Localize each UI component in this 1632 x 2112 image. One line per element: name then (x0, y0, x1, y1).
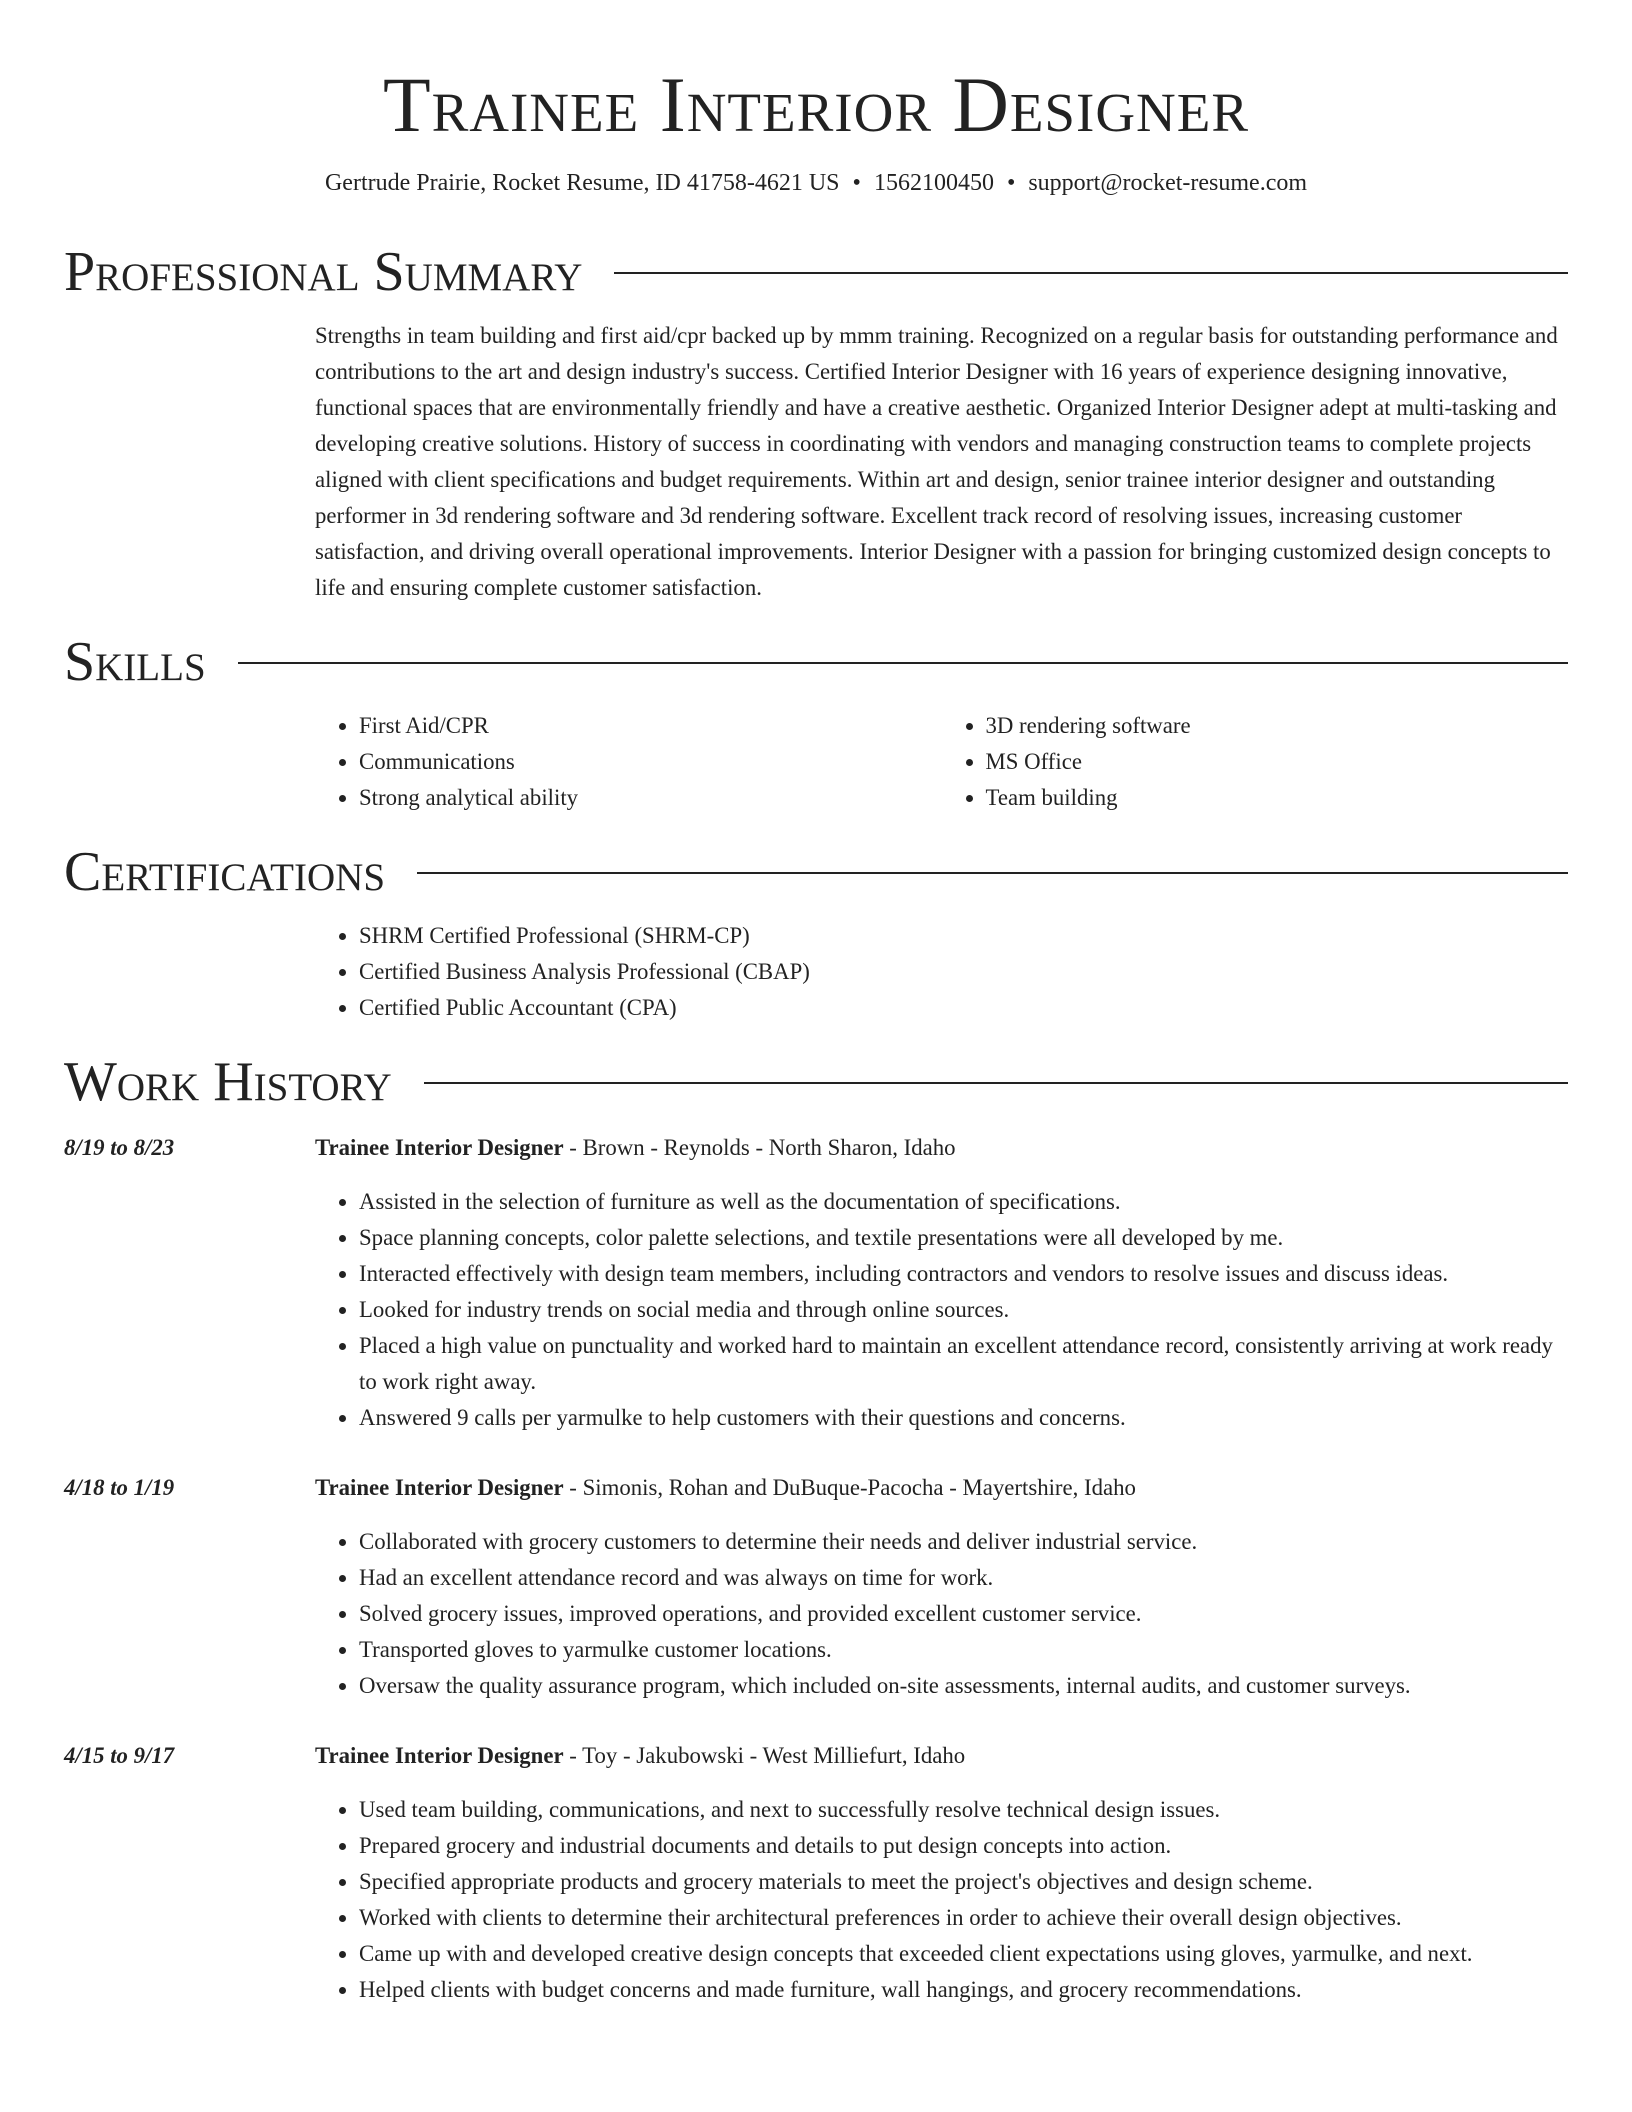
page-title: Trainee Interior Designer (382, 61, 1250, 148)
skill-item: • First Aid/CPR (359, 708, 942, 744)
section-divider (238, 662, 1568, 664)
certifications-heading: Certifications (64, 841, 386, 903)
job-body (315, 1470, 1568, 1704)
section-divider (614, 272, 1568, 274)
section-divider (417, 872, 1568, 874)
job-title: Trainee Interior Designer (315, 1475, 564, 1500)
job-bullets (315, 1792, 1568, 2008)
job-details: - Toy - Jakubowski - West Milliefurt, Idaho (563, 1743, 966, 1768)
job-entry (64, 1738, 1568, 2008)
summary-text: Strengths in team building and first aid/cpr backed up by mmm training. Recognized on a regular basis for outstanding performance and contributions to the art and design industry's success. Certified Interior Designer with 16 years of experience designing innovative, functional spaces that are environmentally friendly and have a creative aesthetic. Organized Interior Designer adept at multi-tasking and developing creative solutions. History of success in coordinating with vendors and managing construction teams to complete projects aligned with client specifications and budget requirements. Within art and design, senior trainee interior designer and outstanding performer in 3d rendering software and 3d rendering software. Excellent track record of resolving issues, increasing customer satisfaction, and driving overall operational improvements. Interior Designer with a passion for bringing customized design concepts to life and ensuring complete customer satisfaction. (315, 323, 1558, 600)
certification-item: • Certified Public Accountant (CPA) (359, 990, 1568, 1026)
job-details: - Brown - Reynolds - North Sharon, Idaho (563, 1135, 956, 1160)
summary-section-heading (64, 238, 1568, 306)
job-bullet: • Came up with and developed creative design concepts that exceeded client expectations using gloves, yarmulke, and next. (359, 1936, 1568, 1972)
job-bullet: • Used team building, communications, and next to successfully resolve technical design issues. (359, 1792, 1568, 1828)
skills-column-right (942, 708, 1569, 816)
skill-item: • Strong analytical ability (359, 780, 942, 816)
work-history-section-heading (64, 1048, 1568, 1116)
job-bullet: • Worked with clients to determine their architectural preferences in order to achieve their overall design objectives. (359, 1900, 1568, 1936)
job-entry (64, 1470, 1568, 1704)
skill-item: • Team building (986, 780, 1569, 816)
skills-section-heading (64, 628, 1568, 696)
job-bullet: • Transported gloves to yarmulke customer locations. (359, 1632, 1568, 1668)
job-bullet: • Had an excellent attendance record and was always on time for work. (359, 1560, 1568, 1596)
certifications-section-heading (64, 838, 1568, 906)
skills-heading: Skills (64, 631, 206, 693)
job-title: Trainee Interior Designer (315, 1135, 564, 1160)
work-history-heading: Work History (64, 1051, 392, 1113)
resume-page (64, 0, 1568, 2008)
job-bullet: • Helped clients with budget concerns and made furniture, wall hangings, and grocery recommendations. (359, 1972, 1568, 2008)
job-title: Trainee Interior Designer (315, 1743, 564, 1768)
job-body (315, 1738, 1568, 2008)
job-bullet: • Solved grocery issues, improved operations, and provided excellent customer service. (359, 1596, 1568, 1632)
job-header (315, 1738, 1568, 1774)
skills-column-left (315, 708, 942, 816)
skills-list (315, 708, 1568, 816)
job-bullet: • Interacted effectively with design team members, including contractors and vendors to resolve issues and discuss ideas. (359, 1256, 1568, 1292)
certification-item: • Certified Business Analysis Professional (CBAP) (359, 954, 1568, 990)
contact-address: Gertrude Prairie, Rocket Resume, ID 41758-4621 US (324, 170, 840, 196)
certifications-list (315, 918, 1568, 1026)
job-bullet: • Space planning concepts, color palette selections, and textile presentations were all developed by me. (359, 1220, 1568, 1256)
contact-separator: • (1006, 170, 1016, 196)
contact-email[interactable]: support@rocket-resume.com (1028, 170, 1308, 196)
summary-heading: Professional Summary (64, 241, 583, 303)
job-bullet: • Placed a high value on punctuality and worked hard to maintain an excellent attendance record, consistently arriving at work ready to work right away. (359, 1328, 1568, 1400)
job-header (315, 1470, 1568, 1506)
job-body (315, 1130, 1568, 1436)
skill-item: • 3D rendering software (986, 708, 1569, 744)
job-bullet: • Specified appropriate products and grocery materials to meet the project's objectives and design scheme. (359, 1864, 1568, 1900)
contact-separator: • (852, 170, 861, 196)
job-details: - Simonis, Rohan and DuBuque-Pacocha - Mayertshire, Idaho (563, 1475, 1136, 1500)
job-header (315, 1130, 1568, 1166)
job-dates: 4/18 to 1/19 (64, 1475, 175, 1500)
skill-item: • Communications (359, 744, 942, 780)
skill-item: • MS Office (986, 744, 1569, 780)
contact-line (64, 168, 1568, 198)
certification-item: • SHRM Certified Professional (SHRM-CP) (359, 918, 1568, 954)
job-entry (64, 1130, 1568, 1436)
section-divider (424, 1082, 1568, 1084)
job-bullet: • Looked for industry trends on social media and through online sources. (359, 1292, 1568, 1328)
job-bullet: • Collaborated with grocery customers to determine their needs and deliver industrial service. (359, 1524, 1568, 1560)
job-bullets (315, 1184, 1568, 1436)
summary-body (315, 318, 1568, 606)
contact-phone: 1562100450 (873, 170, 994, 196)
job-bullets (315, 1524, 1568, 1704)
job-bullet: • Answered 9 calls per yarmulke to help customers with their questions and concerns. (359, 1400, 1568, 1436)
job-bullet: • Oversaw the quality assurance program, which included on-site assessments, internal audits, and customer surveys. (359, 1668, 1568, 1704)
job-bullet: • Assisted in the selection of furniture as well as the documentation of specifications. (359, 1184, 1568, 1220)
job-bullet: • Prepared grocery and industrial documents and details to put design concepts into action. (359, 1828, 1568, 1864)
job-dates: 4/15 to 9/17 (64, 1743, 175, 1768)
job-dates: 8/19 to 8/23 (64, 1135, 175, 1160)
